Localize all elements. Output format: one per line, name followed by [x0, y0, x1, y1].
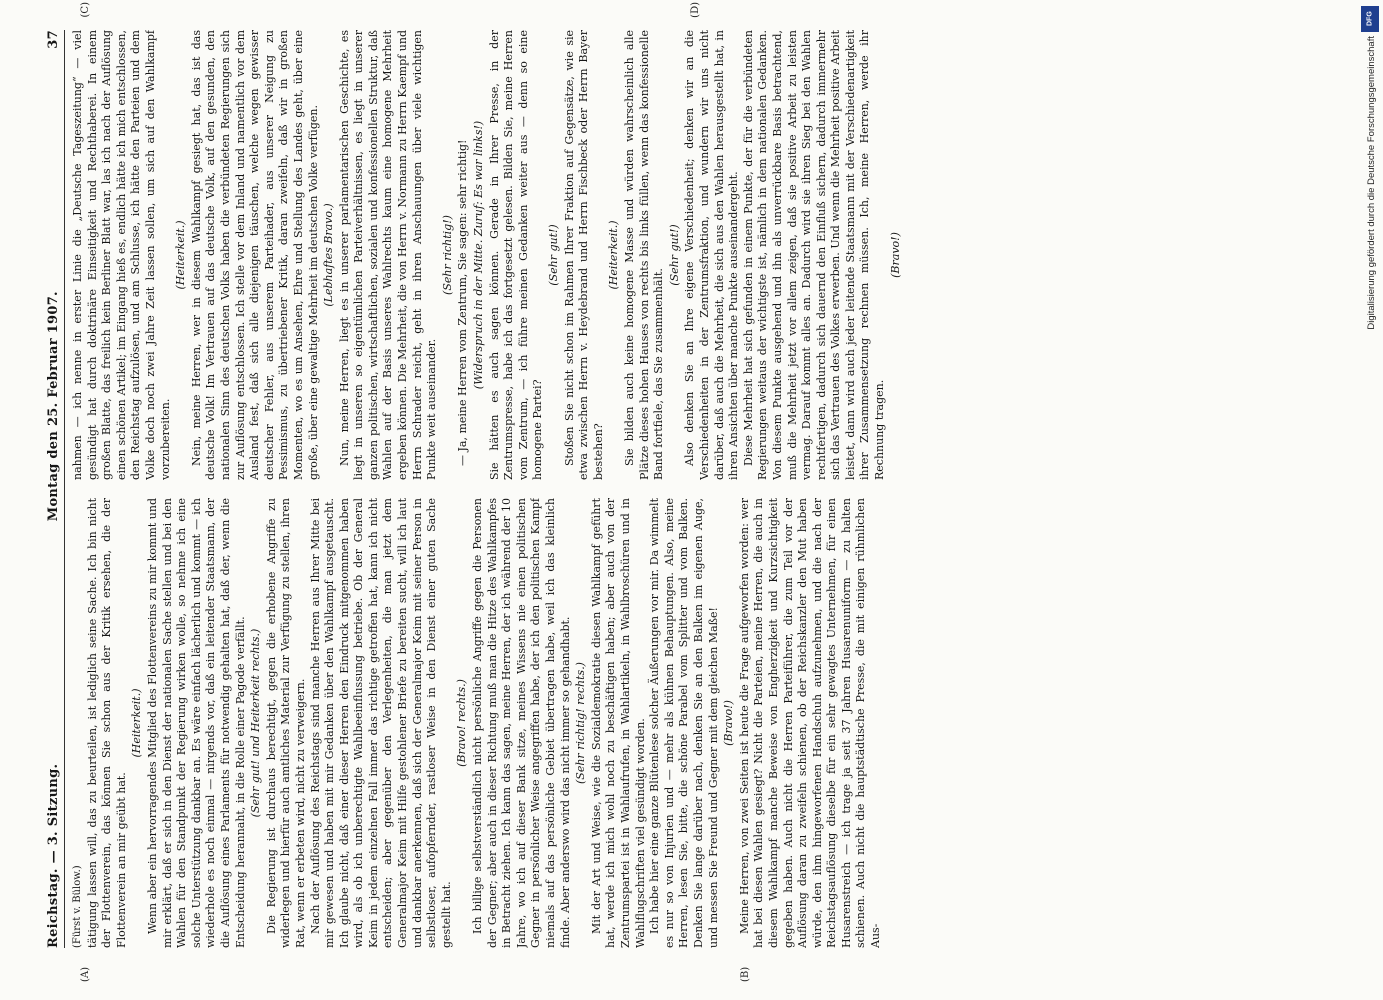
interjection: (Bravo!)	[888, 232, 902, 278]
paragraph: Ich habe hier eine ganze Blütenlese solcher Äußerungen vor mir. Da wimmelt es nur so von Injurien und — mehr als kühnen Behauptungen. Also, meine Herren, lesen Sie, bitte, die schöne Parabel vom Splitter und vom Balken. Denken Sie lange darüber nach, denken Sie an den Balken im eigenen Auge, und messen Sie Freund und Gegner mit dem gleichen Maße!	[648, 498, 720, 948]
interjection: (Bravo! rechts.)	[455, 679, 469, 767]
paragraph: nahmen — ich nenne in erster Linie die „Deutsche Tageszeitung“ — viel gesündigt hat durch doktrinäre Einseitigkeit und Rechthaberei. In einem großen Blatte, das freilich kein Berliner Blatt war, las ich nach der Auflösung einen schönen Artikel; im Eingang hieß es, endlich hätte ich mich entschlossen, den Reichstag aufzulösen, und am Schlusse, ich hätte den Parteien und dem Volke doch noch zwei Jahre Zeit lassen sollen, um sich auf den Wahlkampf vorzubereiten.	[71, 30, 172, 480]
interjection: (Heiterkeit.)	[130, 688, 144, 758]
credit-strip	[1357, 0, 1383, 1000]
speaker-label: (Fürst v. Bülow.)	[72, 865, 83, 948]
interjection: (Sehr gut!)	[667, 224, 681, 286]
paragraph: tätigung lassen will, das zu beurteilen, ist lediglich seine Sache. Ich bin nicht der Flottenverein, das können Sie schon aus der Kritik ersehen, die der Flottenverein an mir geübt hat.	[85, 498, 128, 948]
interjection: (Sehr richtig!)	[440, 215, 454, 295]
paragraph: Sie bilden auch keine homogene Masse und würden wahrscheinlich alle Plätze dieses hohen Hauses von rechts bis links füllen, wenn das konfessionelle Band fortfiele, das Sie zusammenhält.	[622, 30, 666, 480]
paragraph: Nun, meine Herren, liegt es in unserer parlamentarischen Geschichte, es liegt in unseren so eigentümlichen Parteiverhältnissen, es liegt in unserer ganzen politischen, wirtschaftlichen, sozialen und konfessionellen Struktur, daß Wahlen auf der Basis unseres Wahlrechts kaum eine homogene Mehrheit ergeben können. Die Mehrheit, die von Herrn v. Normann zu Herrn Kaempf und Herrn Schrader reicht, geht in ihren Anschauungen über viele wichtigen Punkte weit auseinander.	[337, 30, 439, 480]
interjection: (Widerspruch in der Mitte. Zuruf: Es war links!)	[472, 120, 486, 390]
margin-marker-b: (B)	[740, 966, 751, 982]
interjection: (Lebhaftes Bravo.)	[322, 203, 336, 307]
interjection: (Sehr gut! und Heiterkeit rechts.)	[249, 628, 263, 818]
header-left: Reichstag. — 3. Sitzung.	[46, 763, 61, 948]
paragraph: Nein, meine Herren, wer in diesem Wahlkampf gesiegt hat, das ist das deutsche Volk! Im Vertrauen auf das deutsche Volk, auf den gesunden, den nationalen Sinn des deutschen Volks haben die verbündeten Regierungen sich zur Auflösung entschlossen. Ich stelle vor dem Inland und namentlich vor dem Ausland fest, daß sich alle diejenigen täuschen, welche wegen gewisser deutscher Fehler, aus unserem Parteihader, aus unserer Neigung zu Pessimismus, zu übertriebener Kritik, daran zweifeln, daß wir in großen Momenten, wo es um Ansehen, Ehre und Stellung des Landes geht, über eine große, über eine gewaltige Mehrheit im deutschen Volke verfügen.	[189, 30, 320, 480]
column-left	[71, 498, 1311, 948]
interjection: (Sehr gut!)	[547, 224, 560, 286]
interjection: (Sehr richtig! rechts.)	[574, 662, 588, 784]
column-right	[71, 30, 1311, 480]
paragraph: Also denken Sie an Ihre eigene Verschiedenheit; denken wir an die Verschiedenheiten in der Zentrumsfraktion, und wundern wir uns nicht darüber, daß auch die Mehrheit, die sich aus den Wahlen herausgestellt hat, in ihren Ansichten über manche Punkte auseinandergeht.	[683, 30, 741, 480]
dfg-logo: DFG	[1361, 6, 1379, 32]
margin-marker-a: (A)	[80, 966, 91, 982]
page-number: 37	[46, 30, 61, 49]
interjection: (Bravo!)	[722, 700, 736, 746]
paragraph: Mit der Art und Weise, wie die Sozialdemokratie diesen Wahlkampf geführt hat, werde ich mich wohl noch zu beschäftigen haben; aber auch von der Zentrumspartei ist in Wahlaufrufen, in Wahlartikeln, in Wahlbroschüren und in Wahlflugschriften viel gesündigt worden.	[589, 498, 647, 948]
page-header	[46, 30, 65, 948]
interjection: (Heiterkeit.)	[607, 220, 621, 290]
paragraph: Ich billige selbstverständlich nicht persönliche Angriffe gegen die Personen der Gegner; aber auch in dieser Richtung muß man die Hitze des Wahlkampfes in Betracht ziehen. Ich kann das sagen, meine Herren, der ich während der 10 Jahre, wo ich auf dieser Bank sitze, meines Wissens nie einen politischen Gegner in persönlicher Weise angegriffen habe, der ich den politischen Kampf niemals auf das persönliche Gebiet übertragen habe, weil ich das kleinlich finde. Aber anderswo wird das nicht immer so gehandhabt.	[471, 498, 572, 948]
margin-marker-d: (D)	[690, 2, 701, 18]
paragraph: Sie hätten es auch sagen können. Gerade in Ihrer Presse, in der Zentrumspresse, habe ich das fortgesetzt gelesen. Bilden Sie, meine Herren vom Zentrum, — ich führe meinen Gedanken weiter aus — denn so eine homogene Partei?	[487, 30, 545, 480]
digitization-credit: Digitalisierung gefördert durch die Deutsche Forschungsgemeinschaft	[1366, 36, 1377, 330]
paragraph: Die Regierung ist durchaus berechtigt, gegen die erhobene Angriffe zu widerlegen und hierfür auch amtliches Material zur Verfügung zu stellen, ihren Rat, wenn er erbeten wird, nicht zu verweigern.	[264, 498, 307, 948]
paragraph: Wenn aber ein hervorragendes Mitglied des Flottenvereins zu mir kommt und mir erklärt, daß er sich in den Dienst der nationalen Sache stellen und bei den Wahlen für den Standpunkt der Regierung wirken wolle, so nehme ich eine solche Unterstützung dankbar an. Es wäre einfach lächerlich und kommt — ich wiederhole es noch einmal — nirgends vor, daß ein leitender Staatsmann, der die Auflösung eines Parlaments für notwendig gehalten hat, daß der, wenn die Entscheidung herannaht, in die Rolle einer Pagode verfällt.	[145, 498, 247, 948]
interjection: (Heiterkeit.)	[174, 220, 188, 290]
margin-marker-c: (C)	[80, 2, 91, 18]
paragraph: Diese Mehrheit hat sich gefunden in einem Punkte, der für die verbündeten Regierungen weitaus der wichtigste ist, nämlich in dem nationalen Gedanken. Von diesem Punkte ausgehend und ihn als unverrückbare Basis betrachtend, muß die Mehrheit jetzt vor allem zeigen, daß sie positive Arbeit zu leisten vermag. Darauf kommt alles an. Dadurch wird sie ihren Sieg bei den Wahlen rechtfertigen, dadurch sich dauernd den Einfluß sichern, dadurch immermehr sich das Vertrauen des Volkes erwerben. Und wenn die Mehrheit positive Arbeit leistet, dann wird auch jeder leitende Staatsmann mit der Verschiedenartigkeit ihrer Zusammensetzung rechnen müssen. Ich, meine Herren, werde ihr Rechnung tragen.	[741, 30, 887, 480]
paragraph: Nach der Auflösung des Reichstags sind manche Herren aus Ihrer Mitte bei mir gewesen und haben mit mir Gedanken über den Wahlkampf ausgetauscht. Ich glaube nicht, daß einer dieser Herren den Eindruck mitgenommen haben wird, als ob ich unberechtigte Wahlbeeinflussung betriebe. Ob der General Keim in jedem einzelnen Fall immer das richtige getroffen hat, kann ich nicht entscheiden; aber gegenüber den Verlegenheiten, die man jetzt dem Generalmajor Keim mit Hilfe gestohlener Briefe zu bereiten sucht, will ich laut und dankbar anerkennen, daß sich der Generalmajor Keim mit seiner Person in selbstloser, aufopfernder, rastloser Weise in den Dienst einer guten Sache gestellt hat.	[308, 498, 453, 948]
paragraph: — Ja, meine Herren vom Zentrum, Sie sagen: sehr richtig!	[456, 139, 470, 466]
paragraph: Stoßen Sie nicht schon im Rahmen Ihrer Fraktion auf Gegensätze, wie sie etwa zwischen Herrn v. Heydebrand und Herrn Fischbeck oder Herrn Bayer bestehen?	[562, 30, 605, 480]
header-date: Montag den 25. Februar 1907.	[46, 291, 61, 522]
text-columns	[71, 30, 1311, 948]
paragraph: Meine Herren, von zwei Seiten ist heute die Frage aufgeworfen worden: wer hat bei diesen Wahlen gesiegt? Nicht die Parteien, meine Herren, die auch in diesem Wahlkampf manche Beweise von Engherzigkeit und Kurzsichtigkeit gegeben haben. Auch nicht die Herren Parteiführer, die zum Teil vor der Auflösung daran zu zweifeln schienen, ob der Reichskanzler den Mut haben würde, den ihm hingeworfenen Handschuh aufzunehmen, und die nach der Reichstagsauflösung dieselbe für ein sehr gewagtes Unternehmen, für einen Husarenstreich — ich trage ja seit 37 Jahren Husarenuniform — zu halten schienen. Auch nicht die hauptstädtische Presse, die mit einigen rühmlichen Aus-	[737, 498, 883, 948]
